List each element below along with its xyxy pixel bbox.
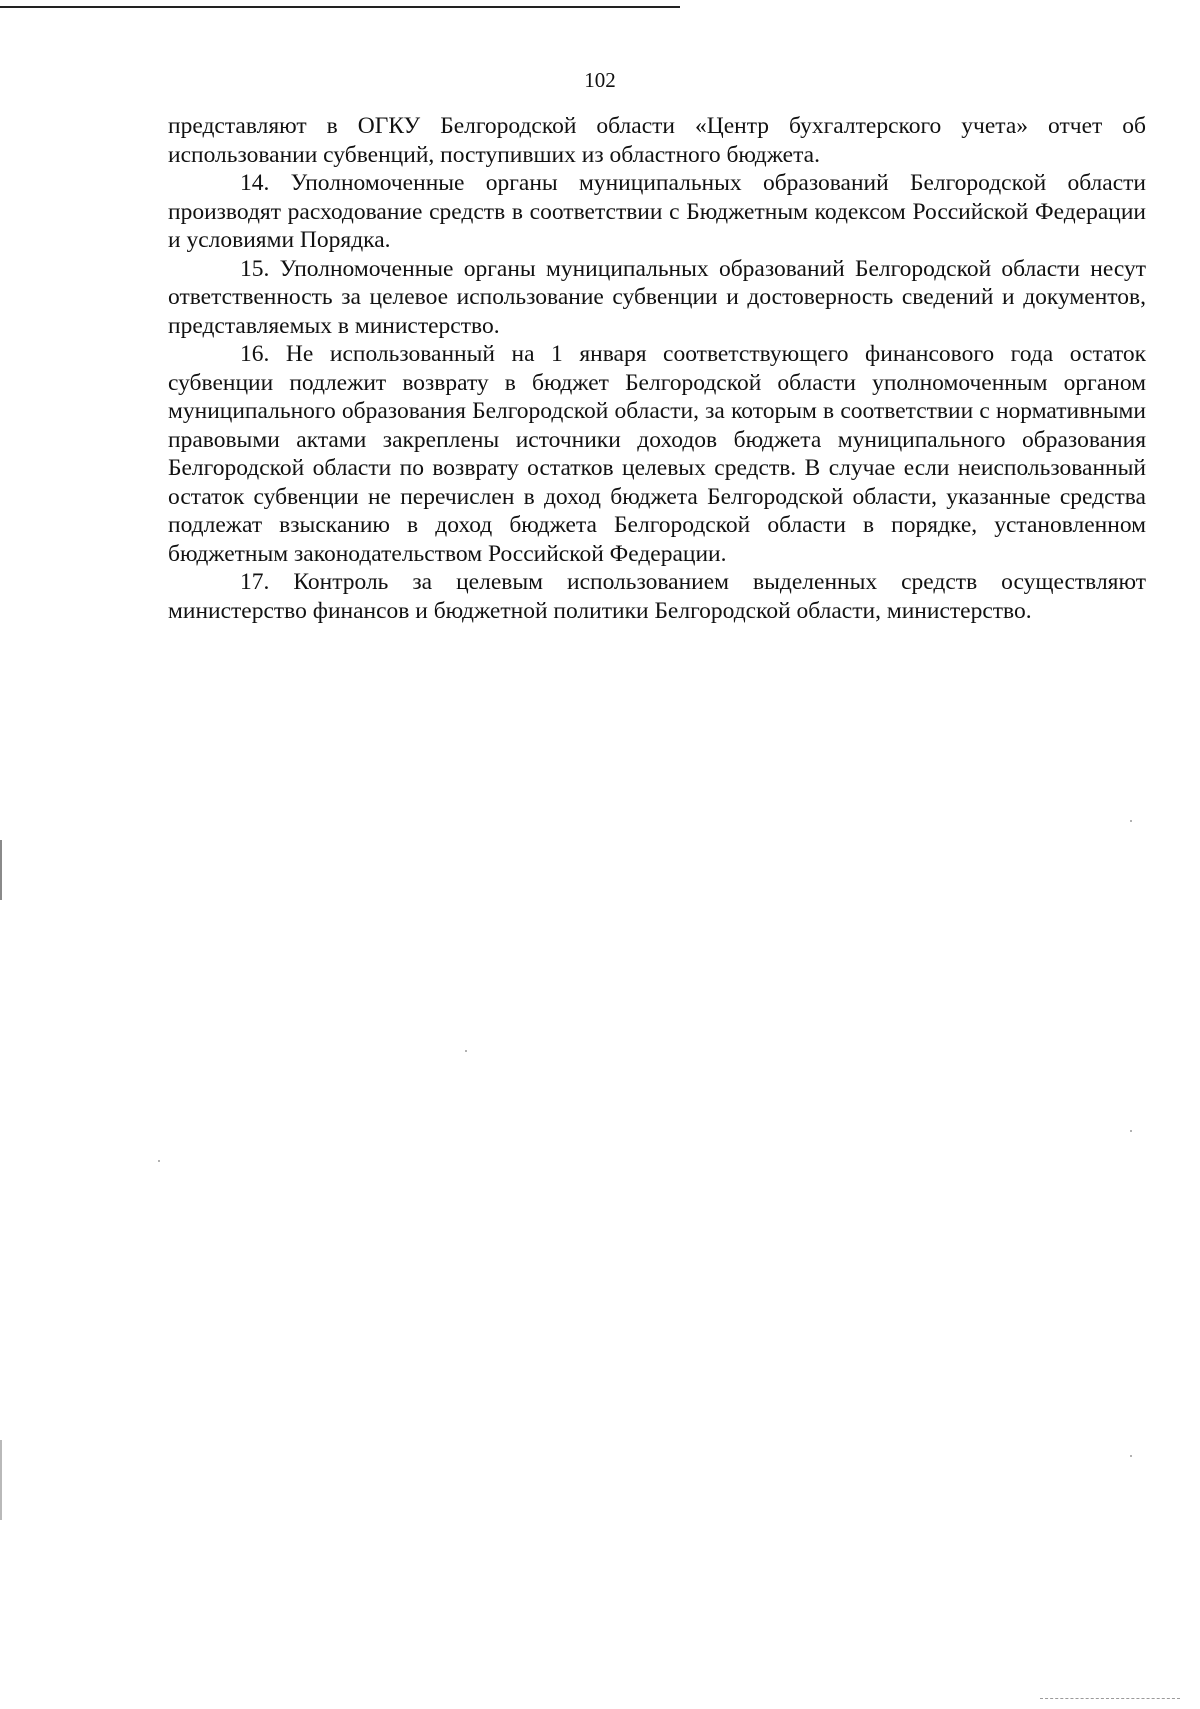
paragraph-number: 16. [240, 341, 270, 367]
paragraph-continuation [168, 112, 1146, 169]
paragraph-text: представляют в ОГКУ Белгородской области «Центр бухгалтерского учета» отчет об использовании субвенций, поступивших из областного бюджета. [168, 113, 1146, 168]
top-rule [0, 6, 680, 8]
scan-speck [1130, 1455, 1132, 1457]
paragraph-number: 17. [240, 569, 270, 595]
scan-speck [1130, 1130, 1132, 1132]
paragraph-15 [168, 255, 1146, 341]
paragraph-number: 15. [240, 255, 270, 282]
scan-speck [1130, 820, 1132, 822]
paragraph-text: Контроль за целевым использованием выделенных средств осуществляют министерство финансов и бюджетной политики Белгородской области, министерство. [168, 569, 1147, 624]
paragraph-text: Уполномоченные органы муниципальных образований Белгородской области несут ответственность за целевое использование субвенции и достоверность сведений и документов, представляемых в министерство. [168, 255, 1146, 339]
body-text [168, 112, 1146, 625]
paragraph-14 [168, 169, 1146, 255]
paragraph-number: 14. [240, 170, 270, 196]
scan-dash [1040, 1698, 1180, 1699]
scan-speck [465, 1050, 467, 1052]
paragraph-text: Уполномоченные органы муниципальных образований Белгородской области производят расходование средств в соответствии с Бюджетным кодексом Российской Федерации и условиями Порядка. [168, 170, 1146, 253]
paragraph-17 [168, 568, 1146, 625]
paragraph-16 [168, 340, 1146, 568]
scan-mark [0, 840, 2, 900]
scan-speck [158, 1160, 160, 1162]
scan-mark [0, 1440, 2, 1520]
page-number: 102 [584, 68, 616, 92]
paragraph-text: Не использованный на 1 января соответствующего финансового года остаток субвенции подлежит возврату в бюджет Белгородской области уполномоченным органом муниципального образования Белгородской области, за которым в соответствии с нормативными правовыми актами закреплены источники доходов бюджета муниципального образования Белгородской области по возврату остатков целевых средств. В случае если неиспользованный остаток субвенции не перечислен в доход бюджета Белгородской области, указанные средства подлежат взысканию в доход бюджета Белгородской области в порядке, установленном бюджетным законодательством Российской Федерации. [168, 341, 1146, 567]
